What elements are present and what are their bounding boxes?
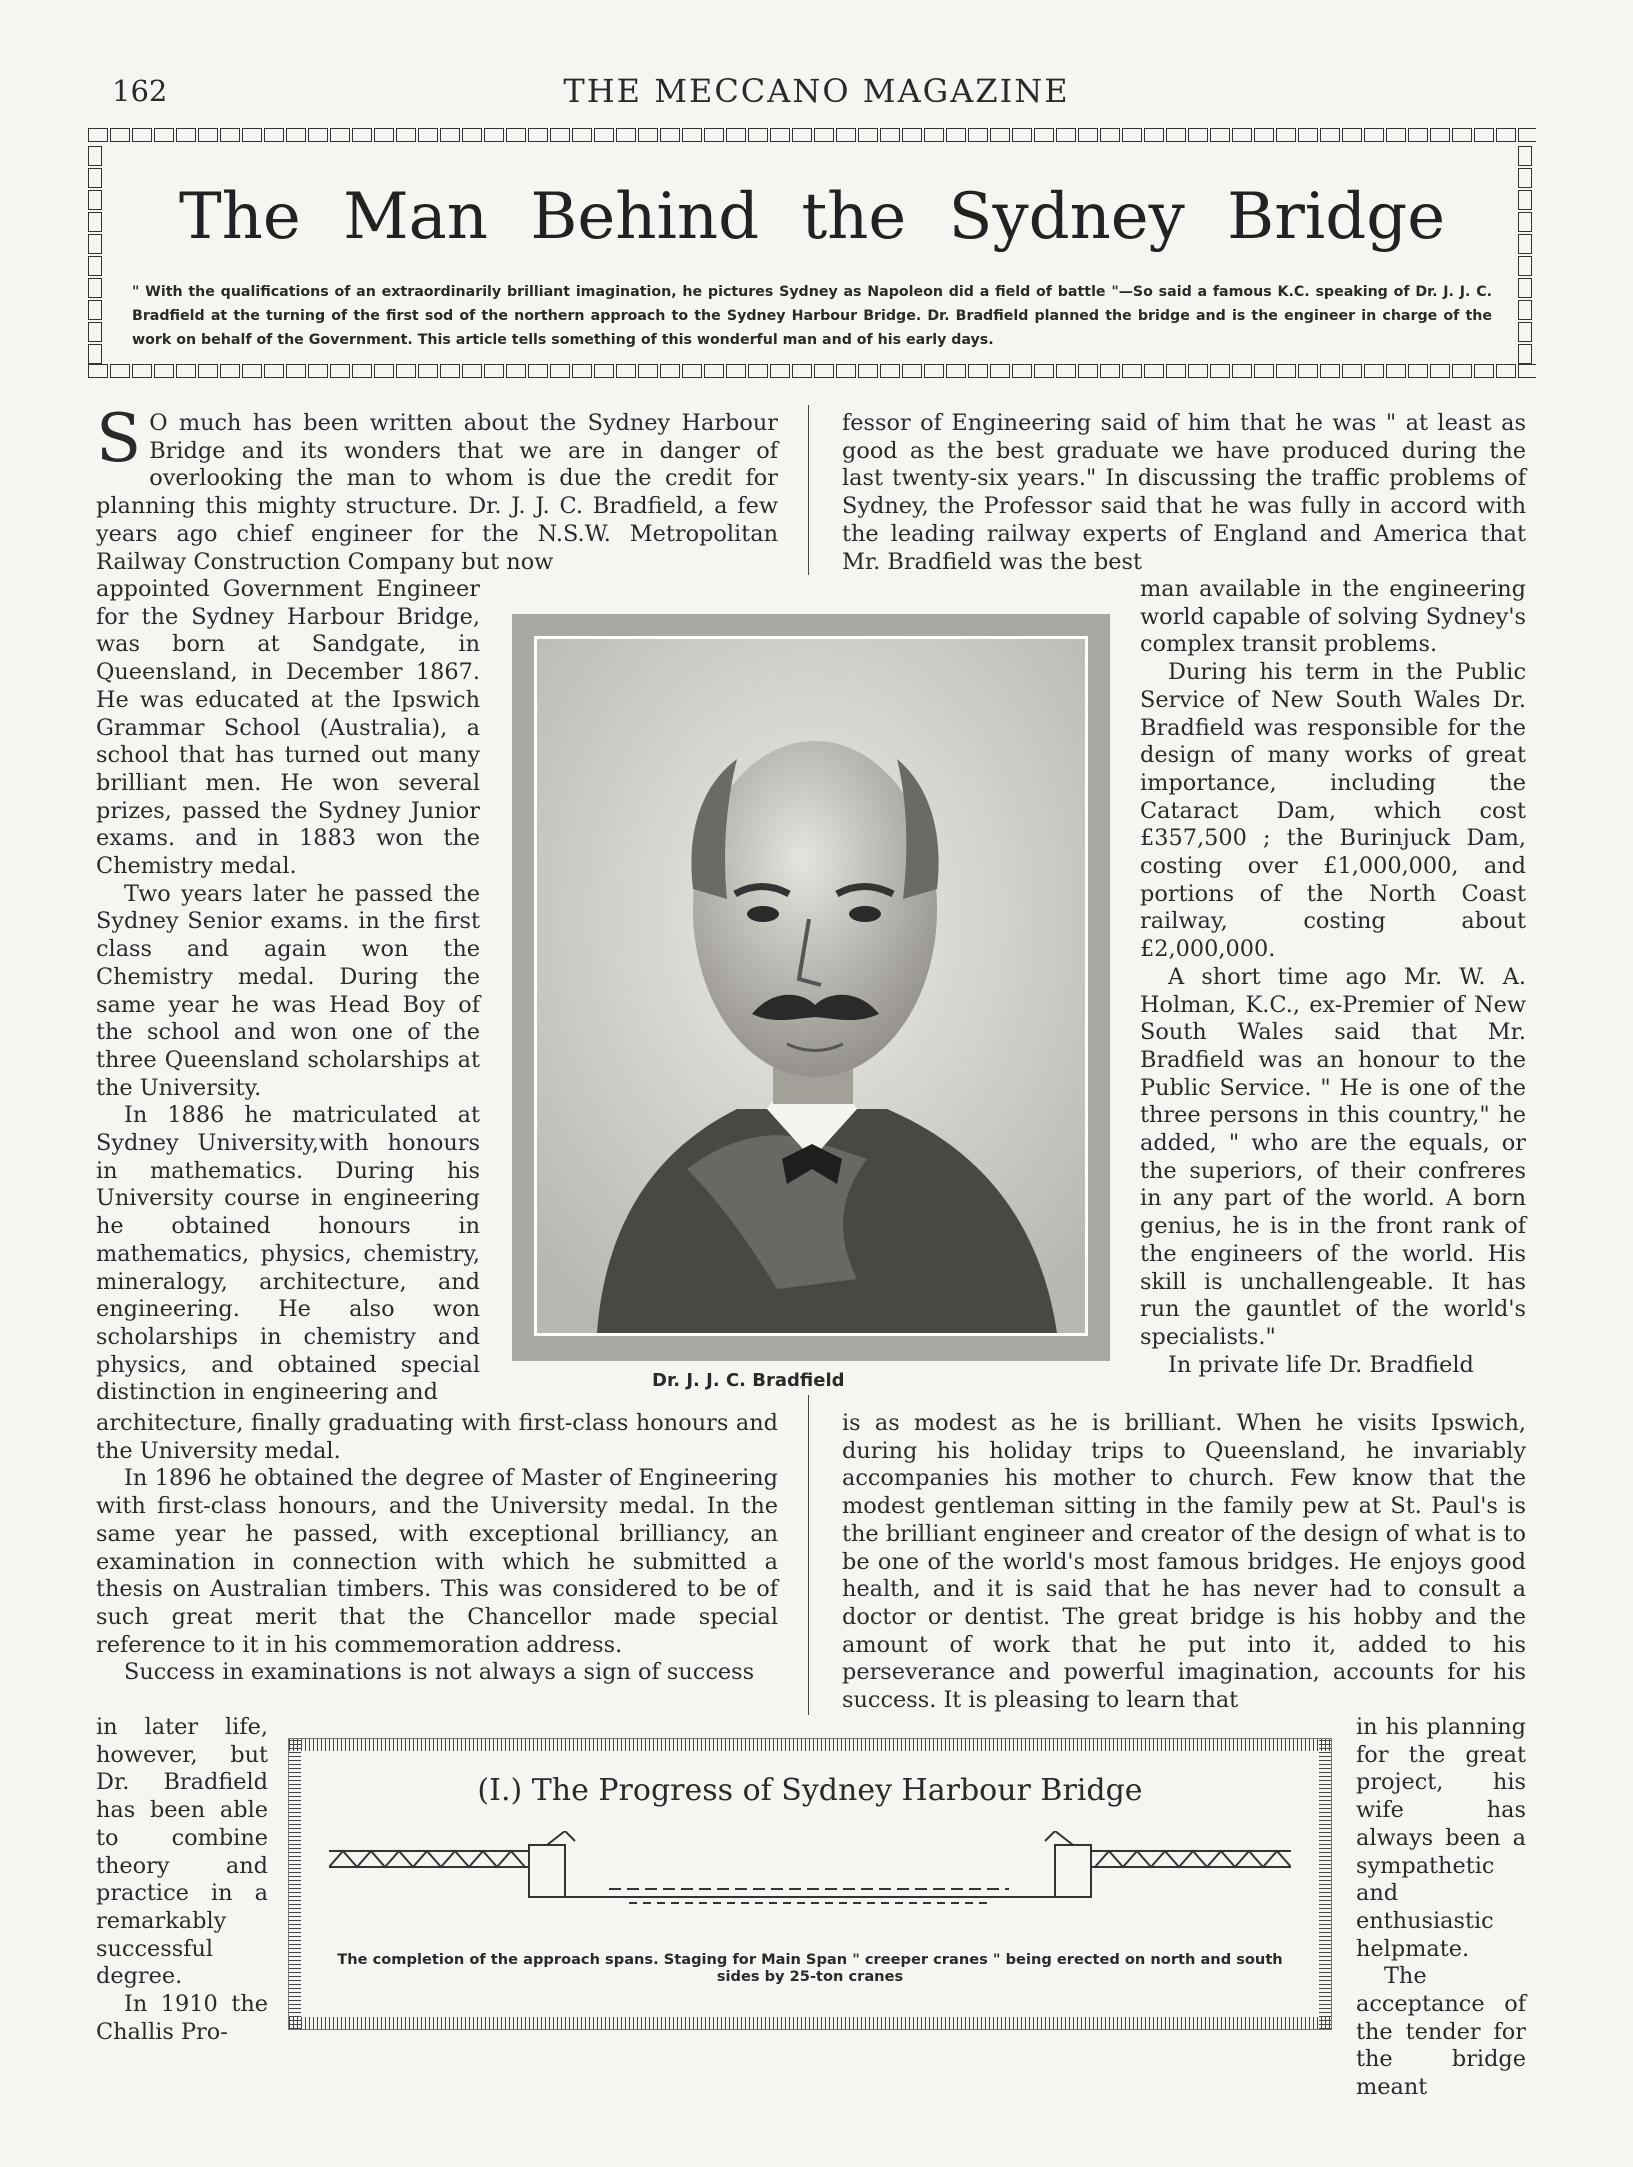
paragraph: in later life, however, but Dr. Bradfield has been able to combine theory and practice in a remarkably successful degree.	[96, 1714, 268, 1990]
figure-border-top	[289, 1739, 1331, 1751]
border-square	[330, 128, 350, 142]
figure-box	[288, 1738, 1332, 2030]
border-square	[1100, 128, 1120, 142]
border-square	[286, 128, 306, 142]
border-square	[1034, 364, 1054, 378]
border-square	[550, 128, 570, 142]
portrait-illustration	[537, 639, 1085, 1333]
column-rule	[808, 405, 809, 575]
paragraph: In 1896 he obtained the degree of Master of Engineering with first-class honours, and the University medal. In the same year he passed, with exceptional brilliancy, an examination in connection with which he submitted a thesis on Australian timbers. This was considered to be of such great merit that the Chancellor made special reference to it in his commemoration address.	[96, 1465, 778, 1658]
border-square	[154, 364, 174, 378]
border-square	[1144, 364, 1164, 378]
drop-cap: S	[96, 400, 142, 477]
border-square	[1078, 128, 1098, 142]
border-square	[110, 364, 130, 378]
border-square	[1254, 128, 1274, 142]
border-square	[836, 364, 856, 378]
border-square	[242, 128, 262, 142]
border-square	[1188, 364, 1208, 378]
border-square	[1474, 364, 1494, 378]
border-square	[660, 364, 680, 378]
border-square	[682, 128, 702, 142]
border-square	[528, 128, 548, 142]
border-square	[726, 364, 746, 378]
paragraph: The acceptance of the tender for the bridge meant	[1356, 1963, 1526, 2101]
border-square	[572, 128, 592, 142]
border-square	[946, 128, 966, 142]
paragraph: is as modest as he is brilliant. When he visits Ipswich, during his holiday trips to Queensland, he invariably accompanies his mother to church. Few know that the modest gentleman sitting in the family pew at St. Paul's is the brilliant engineer and creator of the design of what is to be one of the world's most famous bridges. He enjoys good health, and it is said that he has never had to consult a doctor or dentist. The great bridge is his hobby and the amount of work that he put into it, added to his perseverance and powerful imagination, accounts for his success. It is pleasing to learn that	[842, 1410, 1526, 1714]
paragraph: In private life Dr. Bradfield	[1168, 1351, 1474, 1378]
border-square	[154, 128, 174, 142]
border-square	[1430, 364, 1450, 378]
border-square	[616, 128, 636, 142]
left-column-lower	[96, 1410, 778, 1687]
border-square	[396, 364, 416, 378]
border-square	[88, 364, 108, 378]
border-square	[704, 128, 724, 142]
border-square	[88, 146, 102, 166]
border-square	[286, 364, 306, 378]
border-square	[1056, 364, 1076, 378]
border-square	[220, 364, 240, 378]
border-square	[726, 128, 746, 142]
border-square	[88, 128, 108, 142]
bridge-drawing	[329, 1831, 1291, 1911]
figure-title: (I.) The Progress of Sydney Harbour Bridge	[477, 1773, 1143, 1808]
border-square	[374, 128, 394, 142]
border-square	[968, 364, 988, 378]
border-square	[418, 128, 438, 142]
border-square	[418, 364, 438, 378]
border-square	[1078, 364, 1098, 378]
paragraph: A short time ago Mr. W. A. Holman, K.C., ex-Premier of New South Wales said that Mr. Bradfield was an honour to the Public Service. " He is one of the three persons in this country," he added, " who are the equals, or the superiors, of their confreres in any part of the world. A born genius, he is in the front rank of the engineers of the world. His skill is unchallengeable. It has run the gauntlet of the world's specialists."	[1140, 963, 1526, 1350]
border-square	[1496, 364, 1516, 378]
border-square	[396, 128, 416, 142]
border-square	[462, 364, 482, 378]
border-square	[770, 364, 790, 378]
title-box-border-left	[88, 146, 106, 364]
border-square	[858, 128, 878, 142]
border-square	[330, 364, 350, 378]
border-square	[1518, 256, 1532, 276]
title-box-border-bottom	[88, 364, 1536, 382]
figure-caption: The completion of the approach spans. Staging for Main Span " creeper cranes " being erected on north and south sides by 25-ton cranes	[337, 1951, 1283, 1985]
paragraph: appointed Government Engineer for the Sydney Harbour Bridge, was born at Sandgate, in Queensland, in December 1867. He was educated at the Ipswich Grammar School (Australia), a school that has turned out many brilliant men. He won several prizes, passed the Sydney Junior exams. and in 1883 won the Chemistry medal.	[96, 576, 480, 880]
border-square	[110, 128, 130, 142]
border-square	[1408, 128, 1428, 142]
border-square	[1408, 364, 1428, 378]
paragraph: In 1886 he matriculated at Sydney University,with honours in mathematics. During his University course in engineering he obtained honours in mathematics, physics, chemistry, mineralogy, architecture, and engineering. He also won scholarships in chemistry and physics, and obtained special distinction in engineering and	[96, 1102, 480, 1406]
border-square	[264, 364, 284, 378]
border-square	[1232, 364, 1252, 378]
magazine-title: THE MECCANO MAGAZINE	[563, 72, 1070, 110]
border-square	[638, 128, 658, 142]
border-square	[1122, 128, 1142, 142]
border-square	[1518, 344, 1532, 364]
border-square	[1034, 128, 1054, 142]
border-square	[594, 364, 614, 378]
border-square	[792, 364, 812, 378]
border-square	[528, 364, 548, 378]
border-square	[572, 364, 592, 378]
border-square	[88, 256, 102, 276]
border-square	[1430, 128, 1450, 142]
border-square	[1210, 364, 1230, 378]
border-square	[1276, 128, 1296, 142]
border-square	[132, 128, 152, 142]
border-square	[1254, 364, 1274, 378]
border-square	[1386, 364, 1406, 378]
border-square	[858, 364, 878, 378]
border-square	[264, 128, 284, 142]
left-column-bottom-narrow	[96, 1714, 268, 2046]
portrait-image	[534, 636, 1088, 1336]
border-square	[198, 128, 218, 142]
border-square	[462, 128, 482, 142]
right-column-lower	[842, 1410, 1526, 1715]
border-square	[1166, 128, 1186, 142]
border-square	[220, 128, 240, 142]
border-square	[924, 364, 944, 378]
border-square	[880, 364, 900, 378]
border-square	[1012, 128, 1032, 142]
column-rule	[808, 1395, 809, 1715]
border-square	[1298, 128, 1318, 142]
border-square	[990, 364, 1010, 378]
border-square	[198, 364, 218, 378]
border-square	[924, 128, 944, 142]
paragraph: in his planning for the great project, his wife has always been a sympathetic and enthusiastic helpmate.	[1356, 1714, 1526, 1962]
border-square	[1474, 128, 1494, 142]
border-square	[1452, 128, 1472, 142]
border-square	[1364, 364, 1384, 378]
border-square	[1518, 364, 1536, 378]
border-square	[770, 128, 790, 142]
border-square	[1518, 322, 1532, 342]
right-column-bottom-narrow	[1356, 1714, 1526, 2102]
border-square	[1518, 146, 1532, 166]
border-square	[638, 364, 658, 378]
paragraph: Two years later he passed the Sydney Senior exams. in the first class and again won the Chemistry medal. During the same year he was Head Boy of the school and won one of the three Queensland scholarships at the University.	[96, 880, 480, 1101]
article-title: The Man Behind the Sydney Bridge	[178, 180, 1446, 254]
border-square	[902, 128, 922, 142]
border-square	[440, 364, 460, 378]
border-square	[616, 364, 636, 378]
border-square	[176, 364, 196, 378]
border-square	[88, 322, 102, 342]
border-square	[748, 128, 768, 142]
paragraph: Success in examinations is not always a sign of success	[124, 1659, 755, 1686]
border-square	[1320, 128, 1340, 142]
border-square	[1320, 364, 1340, 378]
border-square	[1518, 278, 1532, 298]
border-square	[1166, 364, 1186, 378]
border-square	[550, 364, 570, 378]
border-square	[1210, 128, 1230, 142]
border-square	[1232, 128, 1252, 142]
border-square	[814, 128, 834, 142]
border-square	[1012, 364, 1032, 378]
border-square	[352, 128, 372, 142]
border-square	[1452, 364, 1472, 378]
article-lead: " With the qualifications of an extraordinarily brilliant imagination, he pictures Sydney as Napoleon did a field of battle "—So said a famous K.C. speaking of Dr. J. J. C. Bradfield at the turning of the first sod of the northern approach to the Sydney Harbour Bridge. Dr. Bradfield planned the bridge and is the engineer in charge of the work on behalf of the Government. This article tells something of this wonderful man and of his early days.	[132, 284, 1492, 348]
border-square	[1276, 364, 1296, 378]
left-intro-text: O much has been written about the Sydney Harbour Bridge and its wonders that we are in danger of overlooking the man to whom is due the credit for planning this mighty structure. Dr. J. J. C. Bradfield, a few years ago chief engineer for the N.S.W. Metropolitan Railway Construction Company but now	[96, 410, 778, 575]
border-square	[484, 364, 504, 378]
title-box-border-right	[1518, 146, 1536, 364]
border-square	[1144, 128, 1164, 142]
border-square	[1122, 364, 1142, 378]
border-square	[88, 344, 102, 364]
border-square	[176, 128, 196, 142]
border-square	[506, 128, 526, 142]
border-square	[1386, 128, 1406, 142]
paragraph: man available in the engineering world capable of solving Sydney's complex transit problems.	[1140, 576, 1526, 658]
border-square	[440, 128, 460, 142]
page-number: 162	[112, 74, 168, 108]
border-square	[902, 364, 922, 378]
border-square	[132, 364, 152, 378]
border-square	[1496, 128, 1516, 142]
border-square	[682, 364, 702, 378]
border-square	[308, 364, 328, 378]
border-square	[308, 128, 328, 142]
border-square	[704, 364, 724, 378]
border-square	[946, 364, 966, 378]
border-square	[836, 128, 856, 142]
border-square	[352, 364, 372, 378]
border-square	[660, 128, 680, 142]
border-square	[1364, 128, 1384, 142]
border-square	[748, 364, 768, 378]
right-column-intro	[842, 410, 1526, 576]
left-column-narrow	[96, 576, 480, 1407]
border-square	[990, 128, 1010, 142]
border-square	[968, 128, 988, 142]
border-square	[814, 364, 834, 378]
figure-border-bottom	[289, 2017, 1331, 2029]
border-square	[594, 128, 614, 142]
right-column-narrow	[1140, 576, 1526, 1379]
border-square	[1100, 364, 1120, 378]
border-square	[88, 300, 102, 320]
border-square	[880, 128, 900, 142]
border-square	[1188, 128, 1208, 142]
paragraph: During his term in the Public Service of New South Wales Dr. Bradfield was responsible for the design of many works of great importance, including the Cataract Dam, which cost £357,500 ; the Burinjuck Dam, costing over £1,000,000, and portions of the North Coast railway, costing about £2,000,000.	[1140, 659, 1526, 963]
border-square	[506, 364, 526, 378]
border-square	[1518, 128, 1536, 142]
border-square	[1342, 128, 1362, 142]
border-square	[88, 278, 102, 298]
title-box	[88, 128, 1536, 382]
paragraph: fessor of Engineering said of him that he was " at least as good as the best graduate we have produced during the last twenty-six years." In discussing the traffic problems of Sydney, the Professor said that he was fully in accord with the leading railway experts of England and America that Mr. Bradfield was the best	[842, 410, 1526, 575]
portrait-caption: Dr. J. J. C. Bradfield	[652, 1370, 845, 1391]
border-square	[374, 364, 394, 378]
paragraph: In 1910 the Challis Pro-	[96, 1991, 268, 2045]
paragraph: architecture, finally graduating with first-class honours and the University medal.	[96, 1410, 778, 1464]
border-square	[1342, 364, 1362, 378]
border-square	[1518, 300, 1532, 320]
title-box-border-top	[88, 128, 1536, 146]
border-square	[484, 128, 504, 142]
left-column-intro	[96, 400, 778, 576]
border-square	[1056, 128, 1076, 142]
border-square	[242, 364, 262, 378]
border-square	[792, 128, 812, 142]
border-square	[1298, 364, 1318, 378]
